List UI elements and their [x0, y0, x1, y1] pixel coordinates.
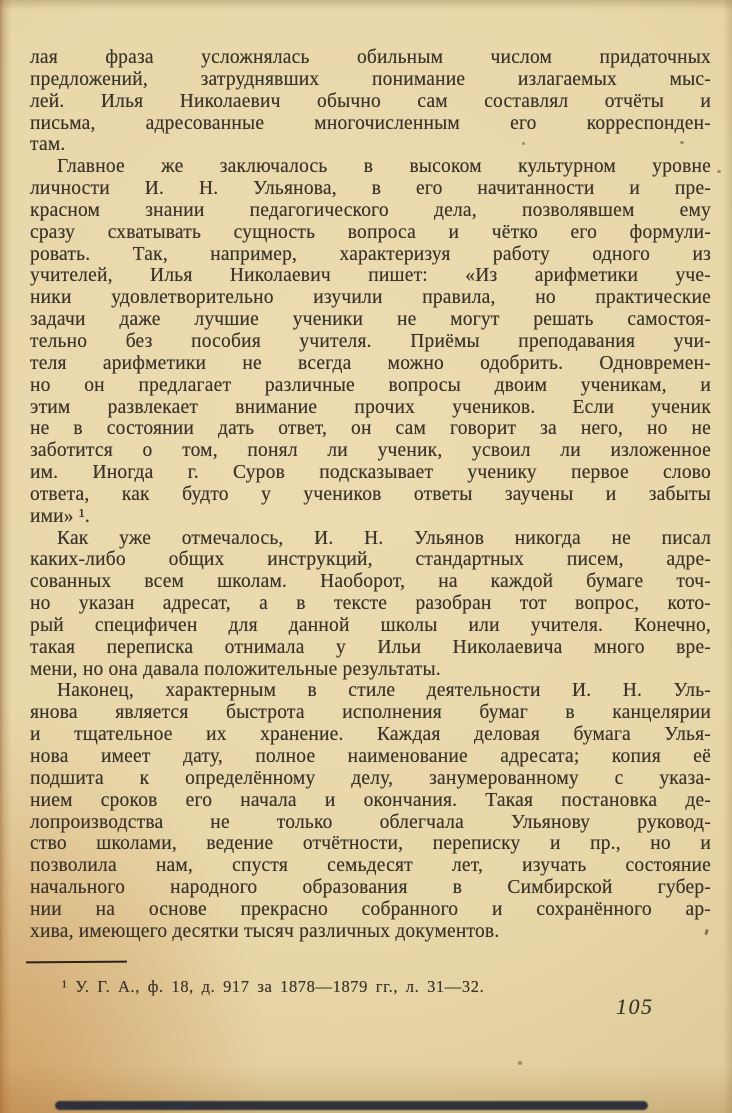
page-number: 105 [616, 994, 654, 1019]
text-line: сразу схватывать сущность вопроса и чётко его формули- [30, 221, 711, 243]
body-text [30, 47, 711, 943]
paper-speck [522, 142, 525, 145]
text-line: ими» ¹. [30, 505, 90, 527]
paper-speck [680, 141, 684, 144]
text-line: ники удовлетворительно изучили правила, но практические [30, 287, 711, 309]
text-line: подшита к определённому делу, занумерованному с указа- [30, 767, 711, 789]
text-line: теля арифметики не всегда можно одобрить. Одновремен- [30, 352, 711, 374]
text-line: Как уже отмечалось, И. Н. Ульянов никогда не писал [57, 527, 711, 549]
text-line: каких-либо общих инструкций, стандартных писем, адре- [30, 549, 711, 571]
text-line: позволила нам, спустя семьдесят лет, изучать состояние [30, 855, 711, 877]
footnote-text: ¹ У. Г. А., ф. 18, д. 917 за 1878—1879 гг., л. 31—32. [62, 977, 485, 996]
text-line: нии на основе прекрасно собранного и сохранённого ар- [30, 898, 711, 920]
text-line: ровать. Так, например, характеризуя работу одного из [30, 243, 711, 265]
text-line: личности И. Н. Ульянова, в его начитанности и пре- [30, 178, 711, 200]
footnote-divider [26, 961, 127, 964]
text-line: заботится о том, понял ли ученик, усвоил ли изложенное [30, 440, 711, 462]
text-line: лей. Илья Николаевич обычно сам составлял отчёты и [30, 90, 711, 112]
text-line: лая фраза усложнялась обильным числом придаточных [30, 47, 711, 68]
text-line: письма, адресованные многочисленным его корреспонден- [30, 112, 711, 134]
text-line: задачи даже лучшие ученики не могут решать самостоя- [30, 309, 711, 331]
text-line: им. Иногда г. Суров подсказывает ученику первое слово [30, 462, 711, 484]
text-line: но указан адресат, а в тексте разобран тот вопрос, кото- [30, 593, 711, 615]
text-line: янова является быстрота исполнения бумаг в канцелярии [30, 702, 711, 724]
paper-speck [717, 170, 721, 173]
text-line: ство школами, ведение отчётности, переписку и пр., но и [30, 833, 711, 855]
scan-edge-shadow [55, 1101, 648, 1110]
text-line: такая переписка отнимала у Ильи Николаевича много вре- [30, 636, 711, 658]
text-line: ответа, как будто у учеников ответы заучены и забыты [30, 483, 711, 505]
paragraph [30, 156, 711, 527]
text-line: начального народного образования в Симбирской губер- [30, 877, 711, 899]
text-line: мени, но она давала положительные результаты. [30, 658, 441, 680]
text-line: этим развлекает внимание прочих учеников. Если ученик [30, 396, 711, 418]
text-line: но он предлагает различные вопросы двоим ученикам, и [30, 374, 711, 396]
paragraph [30, 680, 711, 942]
text-line: тельно без пособия учителя. Приёмы преподавания учи- [30, 330, 711, 352]
text-line: Главное же заключалось в высоком культурном уровне [57, 156, 711, 178]
text-line: там. [30, 134, 66, 156]
text-line: нова имеет дату, полное наименование адресата; копия её [30, 746, 711, 767]
text-line: лопроизводства не только облегчала Ульянову руковод- [30, 811, 711, 833]
text-line: Наконец, характерным в стиле деятельности И. Н. Уль- [57, 680, 711, 702]
text-line: рый специфичен для данной школы или учителя. Конечно, [30, 614, 711, 636]
text-line: сованных всем школам. Наоборот, на каждой бумаге точ- [30, 571, 711, 593]
text-line: хива, имеющего десятки тысяч различных документов. [30, 920, 500, 942]
text-line: не в состоянии дать ответ, он сам говорит за него, но не [30, 418, 711, 440]
paper-speck [518, 1061, 522, 1065]
paragraph [30, 47, 711, 156]
text-line: красном знании педагогического дела, позволявшем ему [30, 199, 711, 221]
text-line: предложений, затруднявших понимание излагаемых мыс- [30, 68, 711, 90]
paragraph [30, 528, 711, 681]
text-line: учителей, Илья Николаевич пишет: «Из арифметики уче- [30, 265, 711, 287]
text-line: нием сроков его начала и окончания. Такая постановка де- [30, 789, 711, 811]
text-line: и тщательное их хранение. Каждая деловая бумага Улья- [30, 724, 711, 746]
